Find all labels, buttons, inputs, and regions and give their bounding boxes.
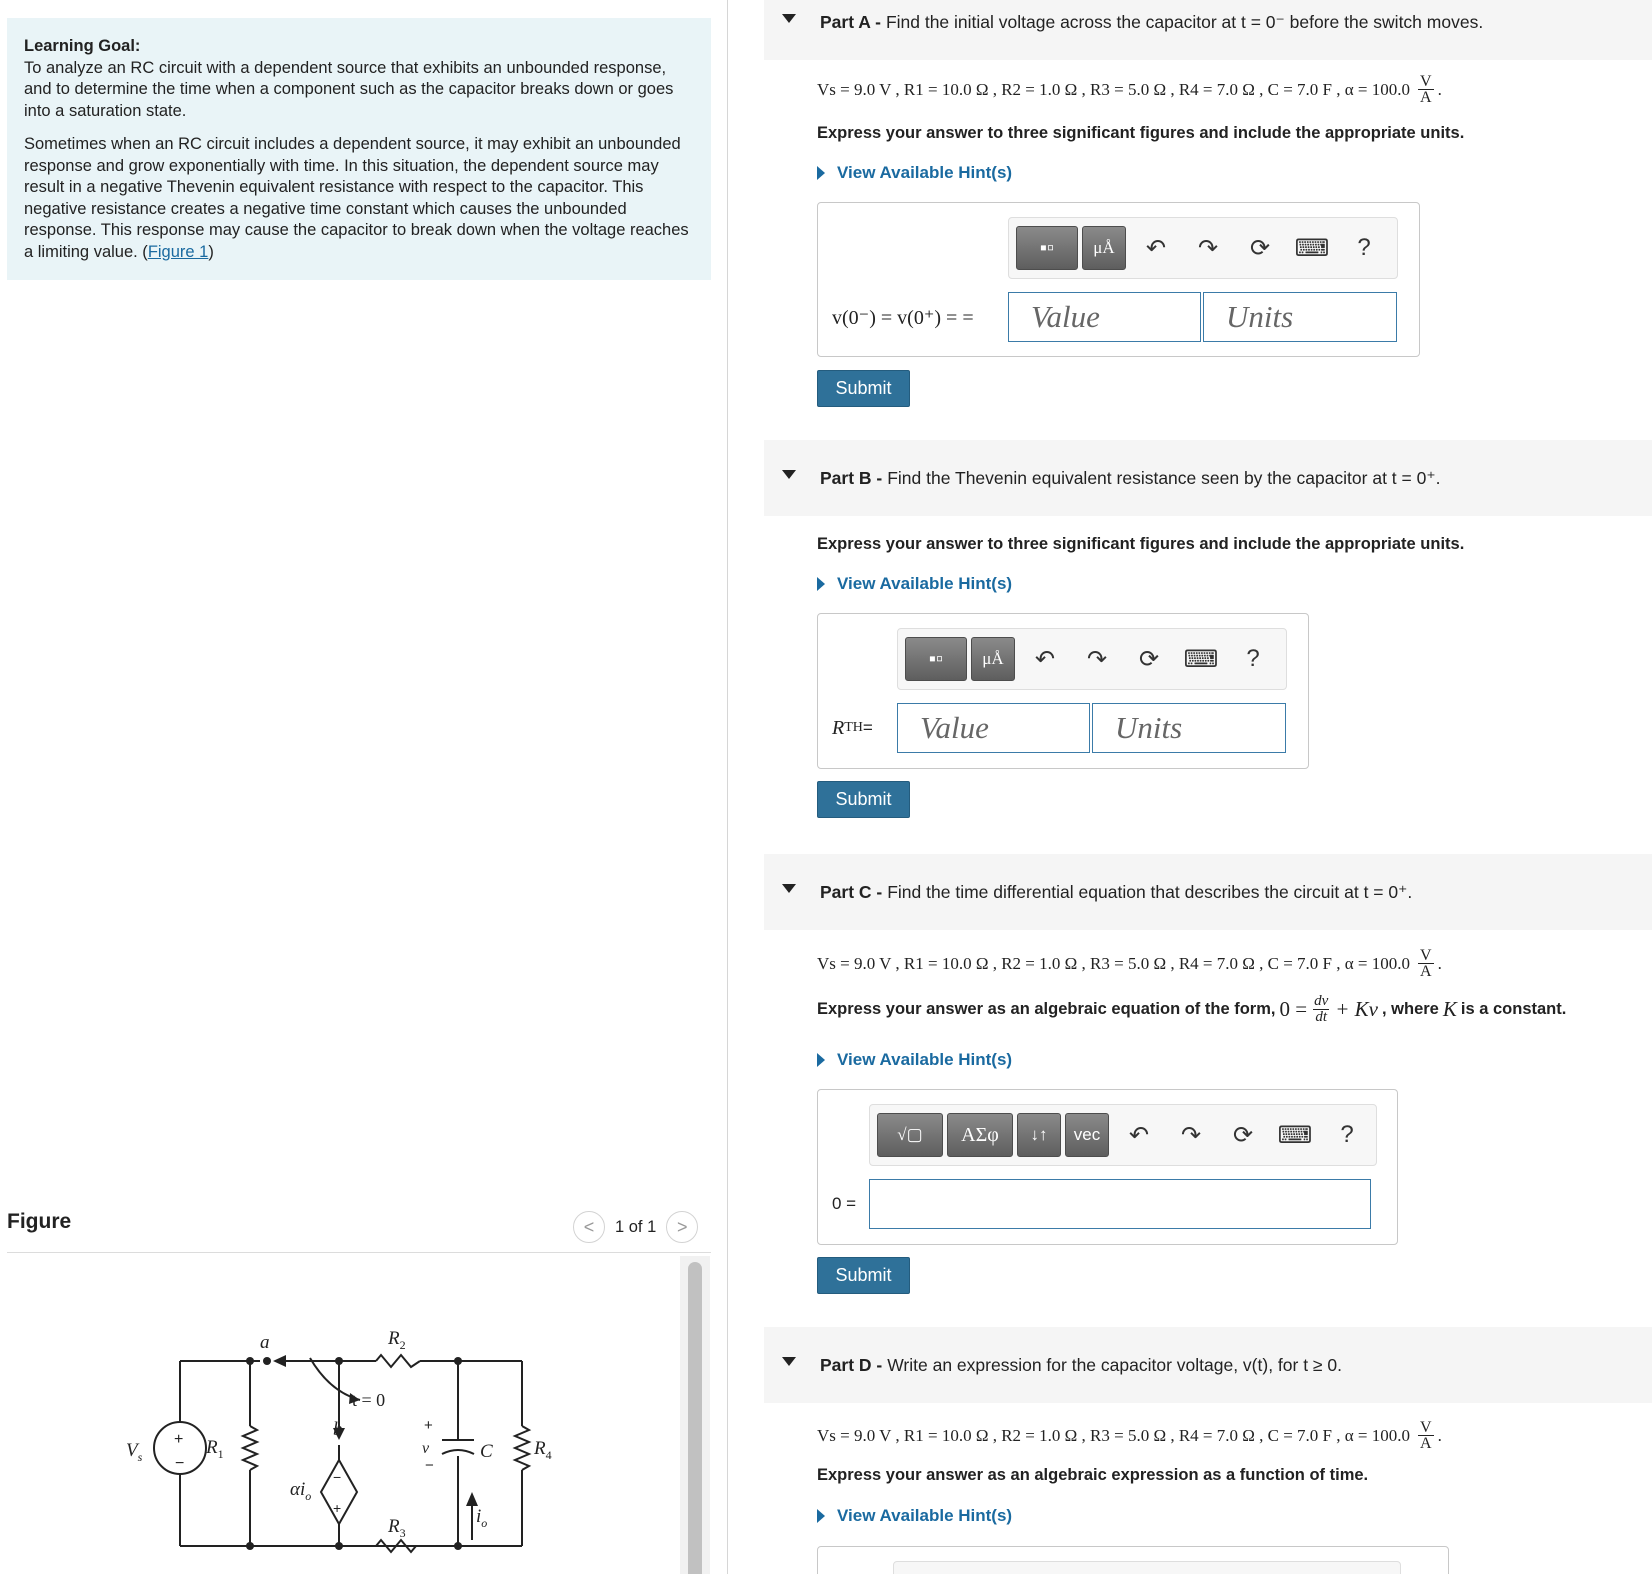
part-a-prompt: Find the initial voltage across the capacitor at t = 0⁻ before the switch moves. (885, 11, 1484, 32)
play-triangle-icon (817, 1053, 825, 1067)
part-b-prompt: Find the Thevenin equivalent resistance seen by the capacitor at t = 0⁺. (887, 467, 1441, 488)
vs-plus: + (174, 1431, 184, 1448)
part-c-label: Part C - (820, 881, 883, 902)
node-a-label: a (260, 1332, 270, 1353)
part-c-answer-label: 0 = (832, 1194, 857, 1213)
template-button[interactable] (1016, 226, 1078, 270)
part-b-header[interactable] (764, 440, 1652, 516)
chevron-left-icon: < (583, 1216, 595, 1237)
part-a-givens: Vs = 9.0 V , R1 = 10.0 Ω , R2 = 1.0 Ω , R3 = 5.0 Ω , R4 = 7.0 Ω , C = 7.0 F , α = 100.0 $\frac{V}{A}$ . (817, 73, 1442, 106)
collapse-triangle-icon[interactable] (782, 470, 796, 479)
figure-scrollbar[interactable] (680, 1256, 710, 1574)
part-a-label: Part A - (820, 11, 881, 32)
part-d-toolbar (893, 1561, 1401, 1574)
part-a-hint-toggle[interactable]: View Available Hint(s) (817, 163, 1012, 183)
greek-symbols-button[interactable]: ΑΣφ (947, 1113, 1013, 1157)
part-a-toolbar (1008, 217, 1398, 279)
figure-divider (7, 1252, 711, 1253)
unit-fraction: $\frac{V}{A}$ (1420, 73, 1432, 106)
collapse-triangle-icon[interactable] (782, 1357, 796, 1366)
part-b-label: Part B - (820, 467, 883, 488)
help-icon[interactable]: ? (1357, 234, 1371, 261)
reset-icon[interactable]: ⟳ (1249, 234, 1271, 262)
part-d-label: Part D - (820, 1354, 883, 1375)
figure-page-count: 1 of 1 (615, 1217, 657, 1236)
collapse-triangle-icon[interactable] (782, 14, 796, 23)
r2-label: $R_2$ (388, 1328, 406, 1352)
part-d-instruction: Express your answer as an algebraic expression as a function of time. (817, 1466, 1369, 1484)
figure-1-link[interactable]: Figure 1 (147, 242, 209, 261)
part-a-header[interactable] (764, 0, 1652, 60)
learning-goal-paragraph (24, 134, 694, 263)
part-c-hint-toggle[interactable]: View Available Hint(s) (817, 1050, 1012, 1070)
part-d-header[interactable] (764, 1327, 1652, 1403)
help-icon[interactable]: ? (1340, 1121, 1354, 1148)
redo-icon[interactable]: ↷ (1180, 1121, 1202, 1149)
cap-plus: + (424, 1417, 433, 1434)
node-b-label: b (333, 1419, 343, 1440)
redo-icon[interactable]: ↷ (1197, 234, 1219, 262)
scrollbar-thumb[interactable] (688, 1262, 702, 1574)
collapse-triangle-icon[interactable] (782, 884, 796, 893)
switch-time-label: t = 0 (352, 1390, 386, 1410)
dep-plus: + (333, 1500, 342, 1516)
reset-icon[interactable]: ⟳ (1232, 1121, 1254, 1149)
column-divider (727, 0, 728, 1574)
undo-icon[interactable]: ↶ (1034, 645, 1056, 673)
paragraph-close: ) (208, 242, 214, 261)
part-d-prompt: Write an expression for the capacitor voltage, v(t), for t ≥ 0. (887, 1354, 1342, 1375)
part-c-instruction: Express your answer as an algebraic equation of the form, 0 = $\frac{dv}{dt}$ + Kv , where K is a constant. (817, 993, 1567, 1025)
capacitor-label: C (480, 1441, 493, 1462)
undo-icon[interactable]: ↶ (1128, 1121, 1150, 1149)
part-b-units-input[interactable]: Units (1092, 703, 1286, 753)
part-a-value-input[interactable]: Value (1008, 292, 1201, 342)
figure-title: Figure (7, 1210, 72, 1233)
keyboard-icon[interactable]: ⌨ (1294, 234, 1330, 262)
play-triangle-icon (817, 1509, 825, 1523)
part-c-prompt: Find the time differential equation that describes the circuit at t = 0⁺. (887, 881, 1413, 902)
undo-icon[interactable]: ↶ (1145, 234, 1167, 262)
part-c-submit-button[interactable]: Submit (817, 1257, 910, 1294)
radical-template-button[interactable]: √▢ (877, 1113, 943, 1157)
play-triangle-icon (817, 166, 825, 180)
part-d-givens: Vs = 9.0 V , R1 = 10.0 Ω , R2 = 1.0 Ω , R3 = 5.0 Ω , R4 = 7.0 Ω , C = 7.0 F , α = 100.0 $\frac{V}{A}$ . (817, 1419, 1442, 1452)
io-label: $i_o$ (476, 1506, 488, 1530)
r4-label: $R_4$ (534, 1438, 552, 1462)
cap-minus: − (425, 1457, 434, 1474)
part-a-submit-button[interactable]: Submit (817, 370, 910, 407)
units-button[interactable]: μÅ (1082, 226, 1126, 270)
learning-goal-heading: Learning Goal: (24, 37, 141, 55)
learning-goal-panel (7, 18, 711, 280)
part-a-instruction: Express your answer to three significant figures and include the appropriate units. (817, 124, 1465, 142)
part-c-header[interactable] (764, 854, 1652, 930)
part-b-toolbar (897, 628, 1287, 690)
vector-button[interactable]: vec (1065, 1113, 1109, 1157)
dep-minus: − (333, 1469, 342, 1485)
part-c-equation-input[interactable] (869, 1179, 1371, 1229)
keyboard-icon[interactable]: ⌨ (1183, 645, 1219, 673)
play-triangle-icon (817, 577, 825, 591)
chevron-right-icon: > (677, 1216, 688, 1237)
learning-goal-text: To analyze an RC circuit with a dependent source that exhibits an unbounded response, and to determine the time when a component such as the capacitor breaks down or goes into a saturation state. (24, 58, 674, 120)
next-figure-button[interactable] (666, 1211, 698, 1243)
redo-icon[interactable]: ↷ (1086, 645, 1108, 673)
r3-label: $R_3$ (388, 1516, 406, 1540)
r1-label: $R_1$ (206, 1437, 224, 1461)
units-button[interactable]: μÅ (971, 637, 1015, 681)
unit-fraction: $\frac{V}{A}$ (1420, 1419, 1432, 1452)
circuit-diagram (120, 1320, 580, 1574)
reset-icon[interactable]: ⟳ (1138, 645, 1160, 673)
part-a-units-input[interactable]: Units (1203, 292, 1397, 342)
arrows-button[interactable]: ↓↑ (1017, 1113, 1061, 1157)
part-b-hint-toggle[interactable]: View Available Hint(s) (817, 574, 1012, 594)
figure-pager (573, 1211, 698, 1243)
dependent-source-label: $\alpha i_o$ (290, 1479, 312, 1503)
derivative-fraction: $\frac{dv}{dt}$ (1314, 993, 1329, 1025)
part-b-answer-label: R TH = (832, 716, 873, 739)
prev-figure-button[interactable] (573, 1211, 605, 1243)
fraction-template-icon: ▪▫ (928, 647, 944, 670)
paragraph-text: Sometimes when an RC circuit includes a dependent source, it may exhibit an unbounded response and grow exponentially with time. In this situation, the dependent source may result in a negative Thevenin equivalent resistance with respect to the capacitor. This negative resistance creates a negative time constant which causes the unbounded response. This response may cause the capacitor to break down when the voltage reaches a limiting value. ( (24, 135, 689, 261)
part-b-instruction: Express your answer to three significant figures and include the appropriate units. (817, 535, 1465, 553)
part-b-value-input[interactable]: Value (897, 703, 1090, 753)
part-c-toolbar (869, 1104, 1377, 1166)
part-d-hint-toggle[interactable]: View Available Hint(s) (817, 1506, 1012, 1526)
vs-minus: − (175, 1455, 185, 1472)
part-a-answer-label: v(0⁻) = v(0⁺) = = (832, 306, 974, 329)
vs-label: $V_s$ (126, 1440, 143, 1464)
fraction-template-icon: ▪▫ (1039, 236, 1055, 259)
part-c-givens: Vs = 9.0 V , R1 = 10.0 Ω , R2 = 1.0 Ω , R3 = 5.0 Ω , R4 = 7.0 Ω , C = 7.0 F , α = 100.0 $\frac{V}{A}$ . (817, 947, 1442, 980)
voltage-v-label: v (422, 1440, 430, 1457)
part-b-submit-button[interactable]: Submit (817, 781, 910, 818)
unit-fraction: $\frac{V}{A}$ (1420, 947, 1432, 980)
template-button[interactable] (905, 637, 967, 681)
help-icon[interactable]: ? (1246, 645, 1260, 672)
keyboard-icon[interactable]: ⌨ (1277, 1121, 1313, 1149)
